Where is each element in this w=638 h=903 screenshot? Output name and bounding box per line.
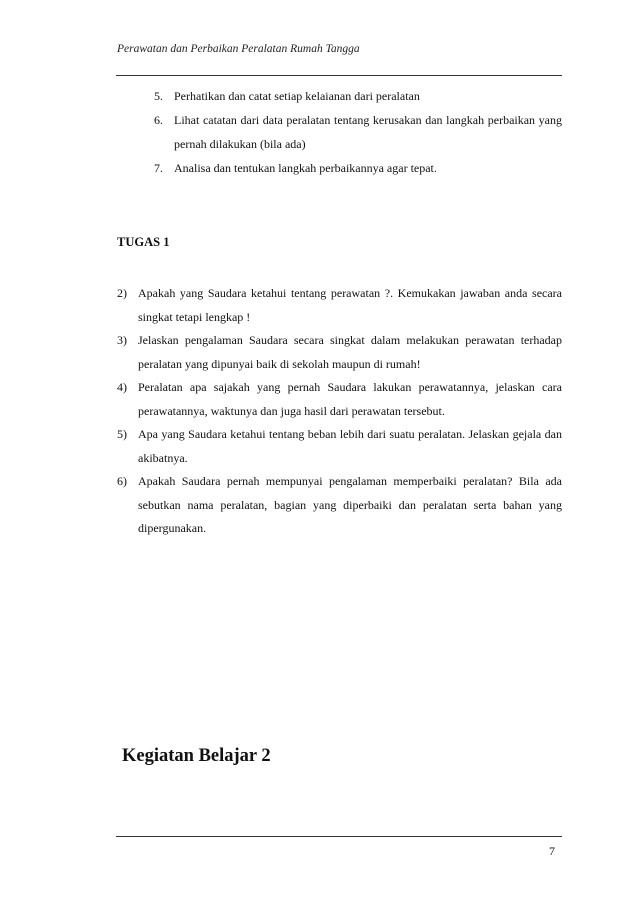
list-item [117, 376, 562, 423]
question-text: Apa yang Saudara ketahui tentang beban lebih dari suatu peralatan. Jelaskan gejala dan akibatnya. [138, 427, 562, 465]
question-number: 3) [117, 333, 127, 347]
list-item [117, 470, 562, 541]
list-item [117, 329, 562, 376]
page-number: 7 [549, 844, 555, 858]
list-item [117, 282, 562, 329]
step-text: Analisa dan tentukan langkah perbaikannya agar tepat. [174, 161, 437, 175]
tugas-heading: TUGAS 1 [117, 235, 170, 249]
list-item [154, 84, 562, 108]
question-number: 5) [117, 427, 127, 441]
question-number: 4) [117, 380, 127, 394]
step-number: 6. [154, 113, 163, 127]
running-header: Perawatan dan Perbaikan Peralatan Rumah Tangga [117, 43, 360, 55]
question-text: Peralatan apa sajakah yang pernah Saudara lakukan perawatannya, jelaskan cara perawatannya, waktunya dan juga hasil dari perawatan tersebut. [138, 380, 562, 418]
question-list [117, 282, 562, 541]
step-text: Perhatikan dan catat setiap kelaianan dari peralatan [174, 89, 420, 103]
question-number: 6) [117, 474, 127, 488]
procedure-steps [154, 84, 562, 180]
footer-divider [116, 836, 562, 837]
question-number: 2) [117, 286, 127, 300]
list-item [154, 108, 562, 156]
header-divider [116, 75, 562, 76]
step-number: 7. [154, 161, 163, 175]
step-text: Lihat catatan dari data peralatan tentang kerusakan dan langkah perbaikan yang pernah dilakukan (bila ada) [174, 113, 562, 151]
question-text: Apakah yang Saudara ketahui tentang perawatan ?. Kemukakan jawaban anda secara singkat tetapi lengkap ! [138, 286, 562, 324]
question-text: Jelaskan pengalaman Saudara secara singkat dalam melakukan perawatan terhadap peralatan yang dipunyai baik di sekolah maupun di rumah! [138, 333, 562, 371]
list-item [117, 423, 562, 470]
question-text: Apakah Saudara pernah mempunyai pengalaman memperbaiki peralatan? Bila ada sebutkan nama peralatan, bagian yang diperbaiki dan peralatan serta bahan yang dipergunakan. [138, 474, 562, 535]
step-number: 5. [154, 89, 163, 103]
list-item [154, 156, 562, 180]
section-title: Kegiatan Belajar 2 [122, 746, 271, 766]
